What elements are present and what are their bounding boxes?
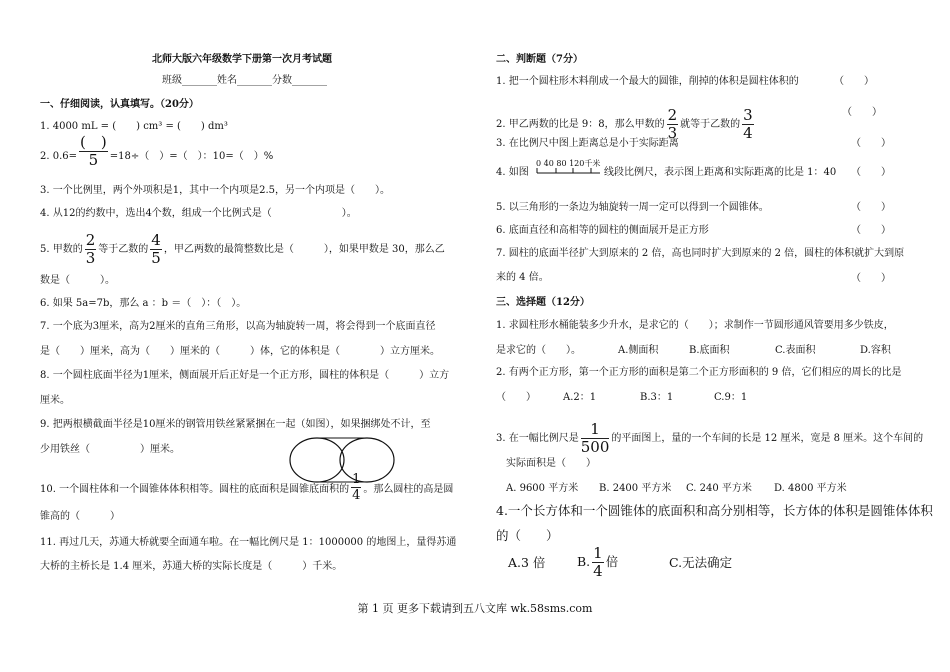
choice-2-option-b[interactable]: B.3：1: [640, 392, 674, 403]
j2-part-a: 2. 甲乙两数的比是 9：8，那么甲数的: [496, 119, 665, 130]
question-1-10-cont: 锥高的（ ）: [40, 511, 120, 522]
choice-2-option-a[interactable]: A.2：1: [563, 392, 597, 403]
choice-3-option-b[interactable]: B. 2400 平方米: [599, 483, 672, 494]
judge-6: 6. 底面直径和高相等的圆柱的侧面展开是正方形: [496, 225, 709, 236]
q5-f1-denominator: 3: [85, 249, 96, 267]
judge-2: [496, 107, 756, 142]
question-1-9: 9. 把两根横截面半径是10厘米的钢管用铁丝紧紧捆在一起（如图），如果捆绑处不计，至: [40, 419, 431, 430]
choice-3-option-a[interactable]: A. 9600 平方米: [506, 483, 579, 494]
section-3-heading: 三、选择题（12分）: [496, 297, 590, 308]
j2-fraction-2: [742, 107, 754, 142]
section-1-heading: 一、仔细阅读，认真填写。（20分）: [40, 99, 199, 110]
q5-f1-numerator: 2: [85, 231, 96, 249]
q5-fraction-1: [85, 232, 97, 267]
choice-4-option-a[interactable]: A.3 倍: [508, 555, 546, 570]
question-1-11-cont: 大桥的主桥长是 1.4 厘米，苏通大桥的实际长度是（ ）千米。: [40, 561, 343, 572]
judge-5: 5. 以三角形的一条边为轴旋转一周一定可以得到一个圆锥体。: [496, 202, 769, 213]
j2-part-b: 就等于乙数的: [680, 119, 741, 130]
question-1-7-cont: 是（ ）厘米，高为（ ）厘米的（ ）体，它的体积是（ ）立方厘米。: [40, 346, 440, 357]
j2-f1-numerator: 2: [667, 106, 678, 124]
q5-f2-numerator: 4: [151, 231, 161, 249]
question-1-10: [40, 472, 454, 503]
section-2-heading: 二、判断题（7分）: [496, 54, 583, 65]
q5-f2-denominator: 5: [151, 249, 161, 267]
choice-2-cont: （ ）: [496, 392, 536, 403]
question-1-11: 11. 再过几天，苏通大桥就要全面通车啦。在一幅比例尺是 1：1000000 的地图上，量得苏通: [40, 537, 457, 548]
judge-7-cont: 来的 4 倍。: [496, 272, 549, 283]
choice-2: 2. 有两个正方形，第一个正方形的面积是第二个正方形面积的 9 倍，它们相应的周长的比是: [496, 367, 902, 378]
judge-4: [496, 167, 529, 179]
q2-frac-denominator: 5: [88, 151, 99, 169]
choice-4: 4.一个长方体和一个圆锥体的底面积和高分别相等，长方体的体积是圆锥体体积: [496, 503, 933, 518]
c3-part-b: 的平面图上，量的一个车间的长是 12 厘米，宽是 8 厘米。这个车间的: [611, 433, 924, 444]
choice-4-option-b[interactable]: [577, 545, 618, 580]
c3-f-denominator: 500: [580, 438, 610, 456]
judge-7: 7. 圆柱的底面半径扩大到原来的 2 倍，高也同时扩大到原来的 2 倍，圆柱的体积就扩大到原: [496, 248, 905, 259]
choice-3-cont: 实际面积是（ ）: [506, 458, 596, 469]
choice-1-option-b[interactable]: B.底面积: [689, 345, 730, 356]
j2-f2-numerator: 3: [743, 106, 753, 124]
question-1-8: 8. 一个圆柱底面半径为1厘米，侧面展开后正好是一个正方形，圆柱的体积是（ ）立方: [40, 370, 450, 381]
q10-part-a: 10. 一个圆柱体和一个圆锥体体积相等。圆柱的底面积是圆锥底面积的: [40, 484, 350, 495]
j1-text: 1. 把一个圆柱形木料削成一个最大的圆锥，削掉的体积是圆柱体积的: [496, 76, 799, 87]
choice-1-option-a[interactable]: A.侧面积: [618, 345, 659, 356]
q2-frac-numerator: ( ): [80, 133, 107, 151]
choice-3-option-c[interactable]: C. 240 平方米: [686, 483, 752, 494]
judge-6-bracket: （ ）: [851, 225, 891, 236]
q5-part-a: 5. 甲数的: [40, 244, 83, 255]
choice-1: 1. 求圆柱形水桶能装多少升水，是求它的（ ）；求制作一节圆形通风管要用多少铁皮，: [496, 320, 894, 331]
c4-f-denominator: 4: [593, 562, 603, 580]
judge-5-bracket: （ ）: [851, 202, 891, 213]
judge-4-bracket: （ ）: [851, 167, 891, 178]
q2-prefix: 2. 0.6=: [40, 151, 78, 162]
question-1-5-cont: 数是（ ）。: [40, 275, 115, 286]
c4-f-numerator: 1: [593, 544, 603, 562]
question-1-4: 4. 从12的约数中，选出4个数，组成一个比例式是（ ）。: [40, 208, 357, 219]
question-1-3: 3. 一个比例里，两个外项积是1，其中一个内项是2.5，另一个内项是（ ）。: [40, 185, 390, 196]
judge-2-bracket: （ ）: [842, 107, 882, 118]
c4-b-suffix: 倍: [605, 554, 619, 569]
judge-4-text: 线段比例尺，表示图上距离和实际距离的比是 1：40: [604, 167, 837, 178]
question-1-2: [40, 133, 274, 169]
c3-f-numerator: 1: [581, 421, 610, 439]
question-1-5: [40, 232, 445, 267]
q5-fraction-2: [150, 232, 162, 267]
j2-f1-denominator: 3: [667, 124, 678, 142]
choice-2-option-c[interactable]: C.9：1: [714, 392, 748, 403]
q10-part-b: 。那么圆柱的高是圆: [363, 484, 454, 495]
choice-1-cont: 是求它的（ ）。: [496, 345, 581, 356]
c3-fraction: [581, 421, 610, 456]
choice-4-option-c[interactable]: C.无法确定: [669, 555, 733, 570]
choice-1-option-d[interactable]: D.容积: [860, 345, 891, 356]
scale-bar-labels: 0 40 80 120千米: [536, 159, 601, 168]
choice-3: [496, 421, 923, 456]
question-1-9-cont: 少用铁丝（ ）厘米。: [40, 444, 180, 455]
q2-suffix: =18÷（ ）=（ ）：10=（ ）%: [109, 151, 274, 162]
j2-f2-denominator: 4: [743, 124, 753, 142]
judge-7-bracket: （ ）: [851, 273, 891, 284]
question-1-6: 6. 如果 5a=7b，那么 a ：b ＝（ ）：（ ）。: [40, 298, 247, 309]
judge-1: [496, 76, 799, 88]
j4-part-a: 4. 如图: [496, 167, 529, 178]
page-footer: 第 1 页 更多下载请到五八文库 wk.58sms.com: [357, 602, 593, 615]
c3-part-a: 3. 在一幅比例尺是: [496, 433, 579, 444]
j2-fraction-1: [667, 107, 679, 142]
q10-f-numerator: 1: [352, 472, 361, 487]
q2-fraction: [79, 134, 108, 169]
q10-f-denominator: 4: [352, 488, 361, 503]
choice-3-option-d[interactable]: D. 4800 平方米: [774, 483, 847, 494]
q10-fraction: [351, 472, 361, 503]
choice-1-option-c[interactable]: C.表面积: [775, 345, 816, 356]
c4-fraction: [592, 545, 604, 580]
q5-part-b: 等于乙数的: [98, 244, 149, 255]
question-1-8-cont: 厘米。: [40, 395, 70, 406]
question-1-1: 1. 4000 mL = ( ) cm³ = ( ) dm³: [40, 121, 228, 132]
choice-4-cont: 的（ ）: [496, 528, 559, 543]
exam-title: 北师大版六年级数学下册第一次月考试题: [152, 54, 332, 65]
question-1-7: 7. 一个底为3厘米，高为2厘米的直角三角形，以高为轴旋转一周，将会得到一个底面直径: [40, 321, 436, 332]
judge-3: 3. 在比例尺中图上距离总是小于实际距离: [496, 138, 679, 149]
scale-bar-figure: [536, 166, 602, 176]
judge-1-bracket: （ ）: [834, 76, 874, 87]
c4-b-prefix: B.: [577, 554, 591, 569]
judge-3-bracket: （ ）: [851, 138, 891, 149]
q5-part-c: ，甲乙两数的最简整数比是（ ），如果甲数是 30，那么乙: [163, 244, 445, 255]
student-info-line: 班级_______姓名_______分数_______: [162, 75, 327, 86]
